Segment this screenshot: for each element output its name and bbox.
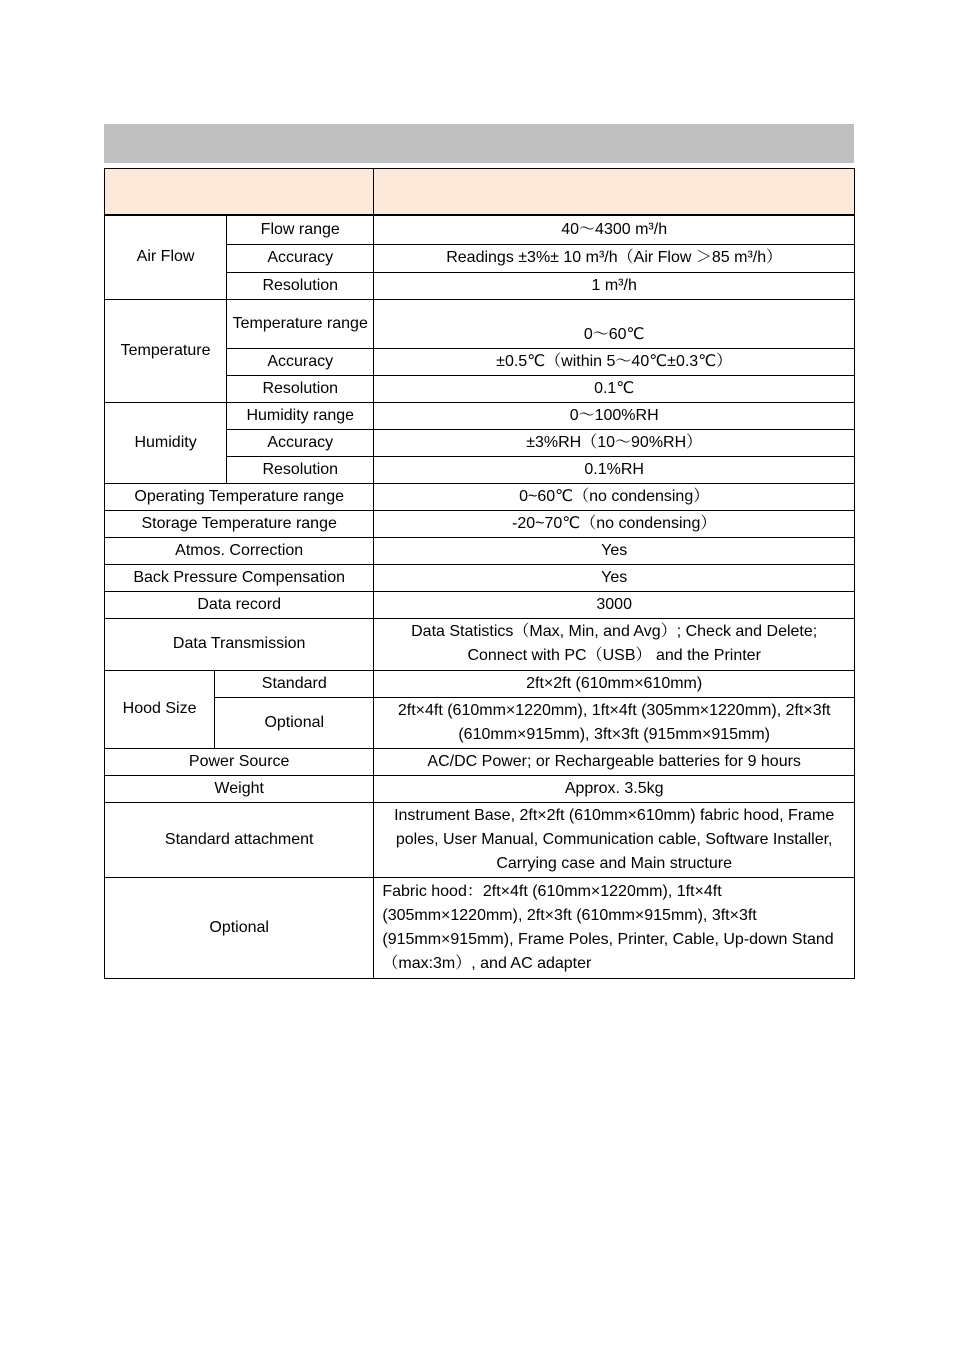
param-cell: Temperature range <box>227 299 374 348</box>
value-cell: ±0.5℃（within 5～40℃±0.3℃） <box>374 348 855 375</box>
label-cell: Weight <box>105 775 374 802</box>
table-row <box>105 537 855 564</box>
param-cell: Accuracy <box>227 348 374 375</box>
section-title-bar <box>104 124 854 163</box>
value-cell: 1 m³/h <box>374 272 855 299</box>
table-row <box>105 618 855 670</box>
header-cell-specification <box>374 169 855 216</box>
table-row <box>105 748 855 775</box>
value-cell: Instrument Base, 2ft×2ft (610mm×610mm) fabric hood, Frame poles, User Manual, Communication cable, Software Installer, Carrying case and Main structure <box>374 802 855 877</box>
value-cell: 3000 <box>374 591 855 618</box>
value-cell: 0.1%RH <box>374 456 855 483</box>
param-cell: Humidity range <box>227 402 374 429</box>
table-row <box>105 775 855 802</box>
param-cell: Accuracy <box>227 429 374 456</box>
table-row <box>105 402 855 429</box>
param-cell: Standard <box>215 670 374 697</box>
table-row <box>105 670 855 697</box>
header-cell-parameter <box>105 169 374 216</box>
value-cell: Approx. 3.5kg <box>374 775 855 802</box>
table-row <box>105 591 855 618</box>
label-cell: Atmos. Correction <box>105 537 374 564</box>
label-cell: Standard attachment <box>105 802 374 877</box>
label-cell: Back Pressure Compensation <box>105 564 374 591</box>
value-cell: 0～60℃ <box>374 299 855 348</box>
table-row <box>105 299 855 348</box>
value-cell: Fabric hood：2ft×4ft (610mm×1220mm), 1ft×4ft (305mm×1220mm), 2ft×3ft (610mm×915mm), 3ft×3ft (915mm×915mm), Frame Poles, Printer, Cable, Up-down Stand（max:3m）, and AC adapter <box>374 877 855 978</box>
value-cell: Yes <box>374 564 855 591</box>
value-cell: AC/DC Power; or Rechargeable batteries for 9 hours <box>374 748 855 775</box>
param-cell: Accuracy <box>227 244 374 272</box>
table-row <box>105 802 855 877</box>
value-cell: 40～4300 m³/h <box>374 215 855 244</box>
label-cell: Data record <box>105 591 374 618</box>
group-label-hood-size: Hood Size <box>105 670 215 748</box>
param-cell: Resolution <box>227 375 374 402</box>
table-row <box>105 877 855 978</box>
label-cell: Operating Temperature range <box>105 483 374 510</box>
param-cell: Flow range <box>227 215 374 244</box>
label-cell: Power Source <box>105 748 374 775</box>
table-row <box>105 564 855 591</box>
specification-table <box>104 168 855 979</box>
value-cell: 0.1℃ <box>374 375 855 402</box>
param-cell: Optional <box>215 697 374 748</box>
value-cell: Yes <box>374 537 855 564</box>
group-label-air-flow: Air Flow <box>105 215 227 299</box>
group-label-humidity: Humidity <box>105 402 227 483</box>
value-cell: 0～100%RH <box>374 402 855 429</box>
param-cell: Resolution <box>227 272 374 299</box>
value-cell: ±3%RH（10～90%RH） <box>374 429 855 456</box>
label-cell: Data Transmission <box>105 618 374 670</box>
value-cell: 0~60℃（no condensing） <box>374 483 855 510</box>
table-row <box>105 215 855 244</box>
param-cell: Resolution <box>227 456 374 483</box>
table-header-row <box>105 169 855 216</box>
value-cell: Data Statistics（Max, Min, and Avg）; Check and Delete; Connect with PC（USB） and the Printer <box>374 618 855 670</box>
group-label-temperature: Temperature <box>105 299 227 402</box>
value-cell: 2ft×4ft (610mm×1220mm), 1ft×4ft (305mm×1220mm), 2ft×3ft (610mm×915mm), 3ft×3ft (915mm×915mm) <box>374 697 855 748</box>
table-row <box>105 483 855 510</box>
table-row <box>105 697 855 748</box>
value-cell: Readings ±3%± 10 m³/h（Air Flow ＞85 m³/h） <box>374 244 855 272</box>
value-cell: 2ft×2ft (610mm×610mm) <box>374 670 855 697</box>
label-cell: Optional <box>105 877 374 978</box>
label-cell: Storage Temperature range <box>105 510 374 537</box>
table-row <box>105 510 855 537</box>
value-cell: -20~70℃（no condensing） <box>374 510 855 537</box>
